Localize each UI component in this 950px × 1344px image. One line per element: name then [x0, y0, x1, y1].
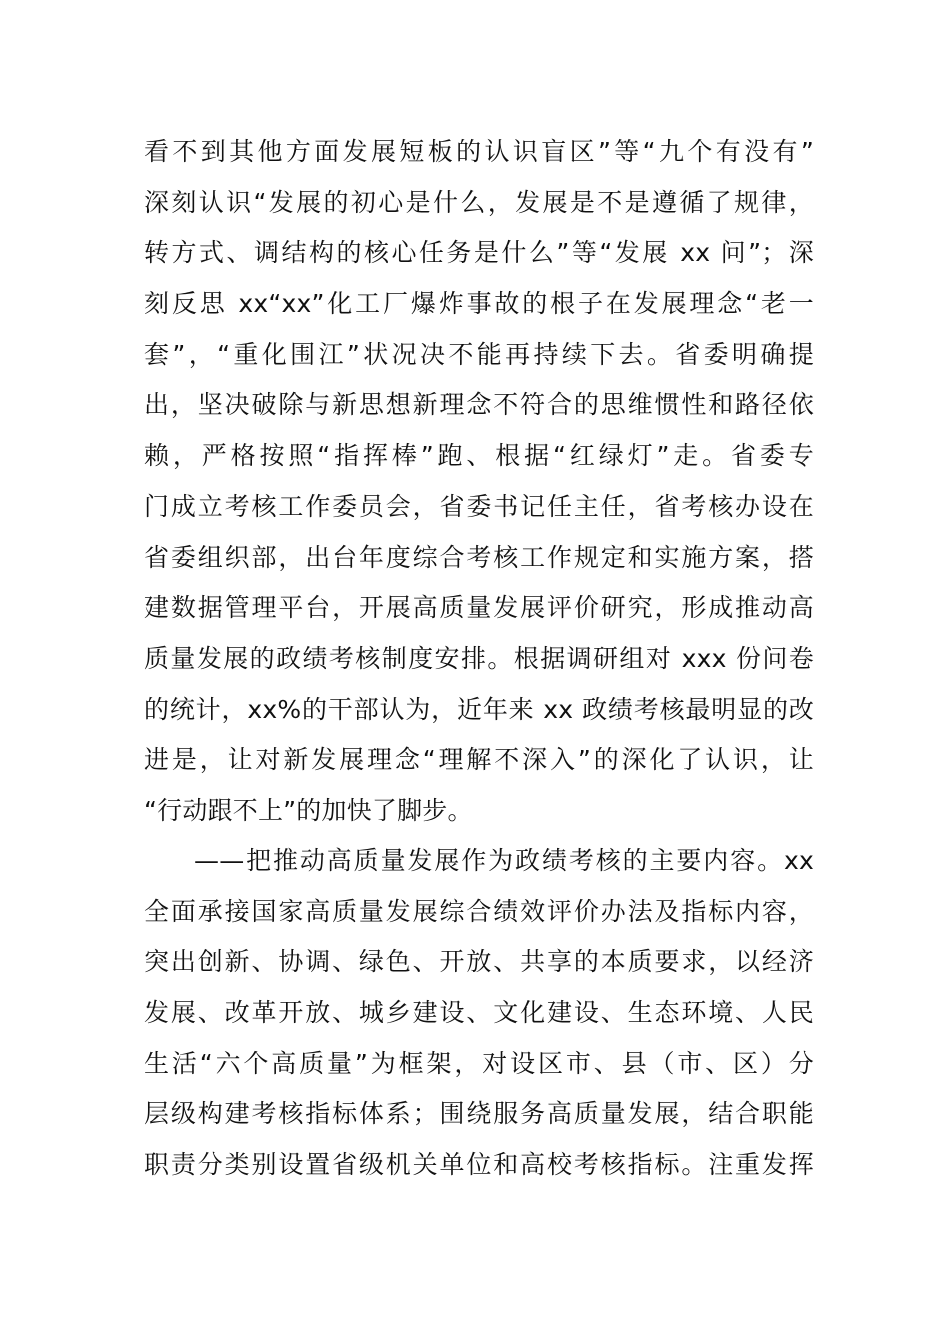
text-line: 刻反思 xx“xx”化工厂爆炸事故的根子在发展理念“老一	[144, 289, 814, 319]
text-line: 出，坚决破除与新思想新理念不符合的思维惯性和路径依	[144, 390, 814, 420]
text-line: 建数据管理平台，开展高质量发展评价研究，形成推动高	[144, 593, 814, 623]
paragraph-1	[144, 127, 814, 837]
text-line: 突出创新、协调、绿色、开放、共享的本质要求，以经济	[144, 947, 814, 977]
paragraph-2	[144, 836, 814, 1191]
text-line: 深刻认识“发展的初心是什么，发展是不是遵循了规律，	[144, 187, 814, 217]
text-line: 进是，让对新发展理念“理解不深入”的深化了认识，让	[144, 745, 814, 775]
text-line: 门成立考核工作委员会，省委书记任主任，省考核办设在	[144, 491, 814, 521]
text-line: 套”，“重化围江”状况决不能再持续下去。省委明确提	[144, 339, 814, 369]
text-line-last: “行动跟不上”的加快了脚步。	[144, 795, 473, 825]
text-line: 全面承接国家高质量发展综合绩效评价办法及指标内容，	[144, 896, 814, 926]
text-line: 的统计，xx%的干部认为，近年来 xx 政绩考核最明显的改	[144, 694, 814, 724]
text-line: 层级构建考核指标体系；围绕服务高质量发展，结合职能	[144, 1099, 814, 1129]
text-line-indented: ——把推动高质量发展作为政绩考核的主要内容。xx	[194, 846, 814, 875]
text-line: 赖，严格按照“指挥棒”跑、根据“红绿灯”走。省委专	[144, 441, 814, 471]
text-line: 省委组织部，出台年度综合考核工作规定和实施方案，搭	[144, 542, 814, 572]
text-line: 发展、改革开放、城乡建设、文化建设、生态环境、人民	[144, 998, 814, 1028]
text-line: 职责分类别设置省级机关单位和高校考核指标。注重发挥	[144, 1150, 814, 1180]
text-line: 看不到其他方面发展短板的认识盲区”等“九个有没有”	[144, 137, 814, 166]
text-line: 转方式、调结构的核心任务是什么”等“发展 xx 问”；深	[144, 238, 814, 268]
text-line: 生活“六个高质量”为框架，对设区市、县（市、区）分	[144, 1048, 814, 1078]
text-line: 质量发展的政绩考核制度安排。根据调研组对 xxx 份问卷	[144, 643, 814, 673]
